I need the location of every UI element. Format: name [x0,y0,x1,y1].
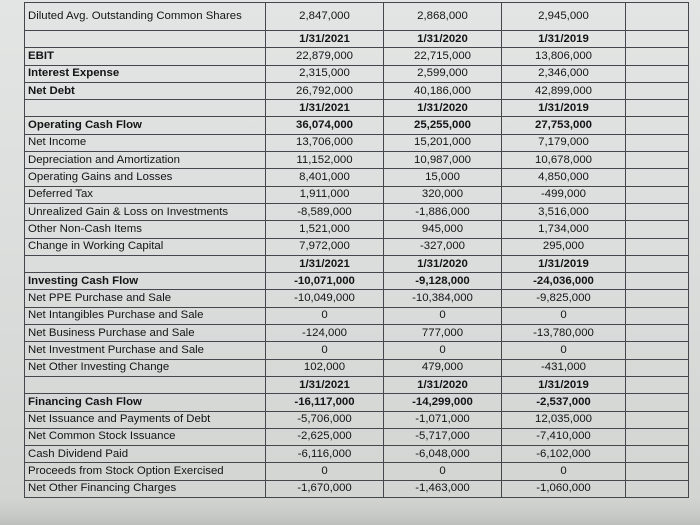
value-cell[interactable]: 22,715,000 [384,48,502,65]
value-cell[interactable]: 1,911,000 [266,186,384,203]
value-cell[interactable]: 7,179,000 [502,134,626,151]
empty-column-cell [626,31,689,48]
row-label[interactable]: Cash Dividend Paid [25,446,266,463]
row-label[interactable]: Depreciation and Amortization [25,152,266,169]
empty-column-cell [626,255,689,272]
empty-column-cell [626,480,689,497]
line-item-row [25,463,689,480]
value-cell[interactable]: 40,186,000 [384,82,502,99]
shares-row [25,3,689,31]
value-cell[interactable]: 0 [266,307,384,324]
value-cell[interactable]: -16,117,000 [266,394,384,411]
row-label[interactable]: Operating Cash Flow [25,117,266,134]
value-cell[interactable]: -1,886,000 [384,203,502,220]
cash-flow-table [24,2,689,498]
empty-column-cell [626,325,689,342]
value-cell[interactable]: -499,000 [502,186,626,203]
empty-column-cell [626,134,689,151]
value-cell[interactable]: -5,717,000 [384,428,502,445]
date-header-row [25,376,689,393]
value-cell[interactable]: 0 [502,342,626,359]
line-item-row [25,238,689,255]
value-cell[interactable]: -14,299,000 [384,394,502,411]
empty-column-cell [626,82,689,99]
row-label[interactable]: Net Other Investing Change [25,359,266,376]
value-cell[interactable]: -1,670,000 [266,480,384,497]
row-label[interactable]: Interest Expense [25,65,266,82]
row-label[interactable]: Investing Cash Flow [25,273,266,290]
row-label[interactable]: EBIT [25,48,266,65]
line-item-row [25,307,689,324]
section-header-row [25,117,689,134]
row-label[interactable]: Diluted Avg. Outstanding Common Shares [25,3,266,31]
value-cell[interactable]: 3,516,000 [502,203,626,220]
value-cell[interactable]: 13,706,000 [266,134,384,151]
empty-column-cell [626,48,689,65]
line-item-row [25,480,689,497]
empty-column-cell [626,186,689,203]
value-cell[interactable]: -124,000 [266,325,384,342]
value-cell[interactable]: -10,071,000 [266,273,384,290]
value-cell[interactable]: 1/31/2019 [502,100,626,117]
value-cell[interactable]: 1/31/2020 [384,100,502,117]
value-cell[interactable]: -9,128,000 [384,273,502,290]
empty-column-cell [626,152,689,169]
line-item-row [25,359,689,376]
empty-column-cell [626,342,689,359]
line-item-row [25,152,689,169]
line-item-row [25,134,689,151]
empty-column-cell [626,376,689,393]
value-cell[interactable]: 295,000 [502,238,626,255]
value-cell[interactable]: 1/31/2021 [266,376,384,393]
line-item-row [25,290,689,307]
empty-column-cell [626,394,689,411]
line-item-row [25,411,689,428]
value-cell[interactable]: -8,589,000 [266,203,384,220]
empty-column-cell [626,169,689,186]
line-item-row [25,325,689,342]
value-cell[interactable]: -431,000 [502,359,626,376]
value-cell[interactable]: 10,678,000 [502,152,626,169]
value-cell[interactable]: 15,000 [384,169,502,186]
value-cell[interactable]: -13,780,000 [502,325,626,342]
value-cell[interactable]: 1/31/2020 [384,255,502,272]
value-cell[interactable]: 7,972,000 [266,238,384,255]
value-cell[interactable]: -6,102,000 [502,446,626,463]
value-cell[interactable]: -2,625,000 [266,428,384,445]
value-cell[interactable]: 12,035,000 [502,411,626,428]
value-cell[interactable]: 0 [502,307,626,324]
empty-column-cell [626,65,689,82]
line-item-row [25,428,689,445]
line-item-row [25,221,689,238]
row-label[interactable]: Net Intangibles Purchase and Sale [25,307,266,324]
value-cell[interactable]: 1/31/2019 [502,255,626,272]
row-label[interactable]: Net Income [25,134,266,151]
value-cell[interactable]: 1,734,000 [502,221,626,238]
value-cell[interactable]: 1/31/2021 [266,100,384,117]
value-cell[interactable]: -7,410,000 [502,428,626,445]
empty-column-cell [626,463,689,480]
line-item-row [25,203,689,220]
value-cell[interactable]: 2,599,000 [384,65,502,82]
value-cell[interactable]: 13,806,000 [502,48,626,65]
value-cell[interactable]: -6,048,000 [384,446,502,463]
line-item-row [25,169,689,186]
value-cell[interactable]: 1,521,000 [266,221,384,238]
value-cell[interactable]: 0 [266,342,384,359]
empty-column-cell [626,273,689,290]
empty-column-cell [626,290,689,307]
row-label[interactable]: Operating Gains and Losses [25,169,266,186]
desk-surface [0,496,700,525]
row-label[interactable]: Net Investment Purchase and Sale [25,342,266,359]
row-label[interactable]: Other Non-Cash Items [25,221,266,238]
value-cell[interactable]: 2,315,000 [266,65,384,82]
value-cell[interactable]: -2,537,000 [502,394,626,411]
value-cell[interactable]: -10,384,000 [384,290,502,307]
empty-column-cell [626,203,689,220]
date-header-row [25,255,689,272]
value-cell[interactable]: 0 [384,463,502,480]
value-cell[interactable]: 102,000 [266,359,384,376]
value-cell[interactable]: 0 [384,342,502,359]
value-cell[interactable]: 27,753,000 [502,117,626,134]
value-cell[interactable]: 15,201,000 [384,134,502,151]
empty-column-cell [626,359,689,376]
empty-column-cell [626,446,689,463]
row-label[interactable]: Net Business Purchase and Sale [25,325,266,342]
value-cell[interactable]: 945,000 [384,221,502,238]
value-cell[interactable]: 2,868,000 [384,3,502,31]
income-row [25,48,689,65]
value-cell[interactable]: 22,879,000 [266,48,384,65]
date-header-row [25,31,689,48]
value-cell[interactable]: 1/31/2020 [384,376,502,393]
row-label[interactable]: Net Debt [25,82,266,99]
value-cell[interactable]: 1/31/2019 [502,376,626,393]
income-row [25,65,689,82]
value-cell[interactable]: 0 [502,463,626,480]
row-label[interactable] [25,31,266,48]
value-cell[interactable]: -9,825,000 [502,290,626,307]
row-label[interactable]: Net Common Stock Issuance [25,428,266,445]
line-item-row [25,342,689,359]
value-cell[interactable]: -24,036,000 [502,273,626,290]
value-cell[interactable]: 2,847,000 [266,3,384,31]
row-label[interactable]: Change in Working Capital [25,238,266,255]
empty-column-cell [626,411,689,428]
value-cell[interactable]: -327,000 [384,238,502,255]
value-cell[interactable]: -6,116,000 [266,446,384,463]
value-cell[interactable]: 1/31/2021 [266,255,384,272]
value-cell[interactable]: -1,463,000 [384,480,502,497]
line-item-row [25,186,689,203]
date-header-row [25,100,689,117]
empty-column-cell [626,117,689,134]
value-cell[interactable]: 36,074,000 [266,117,384,134]
row-label[interactable]: Net Issuance and Payments of Debt [25,411,266,428]
row-label[interactable]: Financing Cash Flow [25,394,266,411]
empty-column-cell [626,221,689,238]
empty-column-cell [626,3,689,31]
value-cell[interactable]: 42,899,000 [502,82,626,99]
value-cell[interactable]: -1,071,000 [384,411,502,428]
row-label[interactable]: Net PPE Purchase and Sale [25,290,266,307]
empty-column-cell [626,100,689,117]
value-cell[interactable]: 2,945,000 [502,3,626,31]
value-cell[interactable]: 1/31/2020 [384,31,502,48]
value-cell[interactable]: 1/31/2019 [502,31,626,48]
value-cell[interactable]: 777,000 [384,325,502,342]
empty-column-cell [626,307,689,324]
line-item-row [25,446,689,463]
value-cell[interactable]: 10,987,000 [384,152,502,169]
value-cell[interactable]: 0 [384,307,502,324]
value-cell[interactable]: 320,000 [384,186,502,203]
value-cell[interactable]: 11,152,000 [266,152,384,169]
row-label[interactable] [25,100,266,117]
section-header-row [25,394,689,411]
value-cell[interactable]: 25,255,000 [384,117,502,134]
value-cell[interactable]: 26,792,000 [266,82,384,99]
row-label[interactable]: Proceeds from Stock Option Exercised [25,463,266,480]
value-cell[interactable]: -1,060,000 [502,480,626,497]
value-cell[interactable]: 8,401,000 [266,169,384,186]
row-label[interactable] [25,376,266,393]
row-label[interactable] [25,255,266,272]
value-cell[interactable]: -5,706,000 [266,411,384,428]
row-label[interactable]: Net Other Financing Charges [25,480,266,497]
value-cell[interactable]: 4,850,000 [502,169,626,186]
empty-column-cell [626,428,689,445]
section-header-row [25,273,689,290]
income-row [25,82,689,99]
value-cell[interactable]: 1/31/2021 [266,31,384,48]
value-cell[interactable]: -10,049,000 [266,290,384,307]
value-cell[interactable]: 0 [266,463,384,480]
value-cell[interactable]: 2,346,000 [502,65,626,82]
row-label[interactable]: Deferred Tax [25,186,266,203]
value-cell[interactable]: 479,000 [384,359,502,376]
empty-column-cell [626,238,689,255]
row-label[interactable]: Unrealized Gain & Loss on Investments [25,203,266,220]
